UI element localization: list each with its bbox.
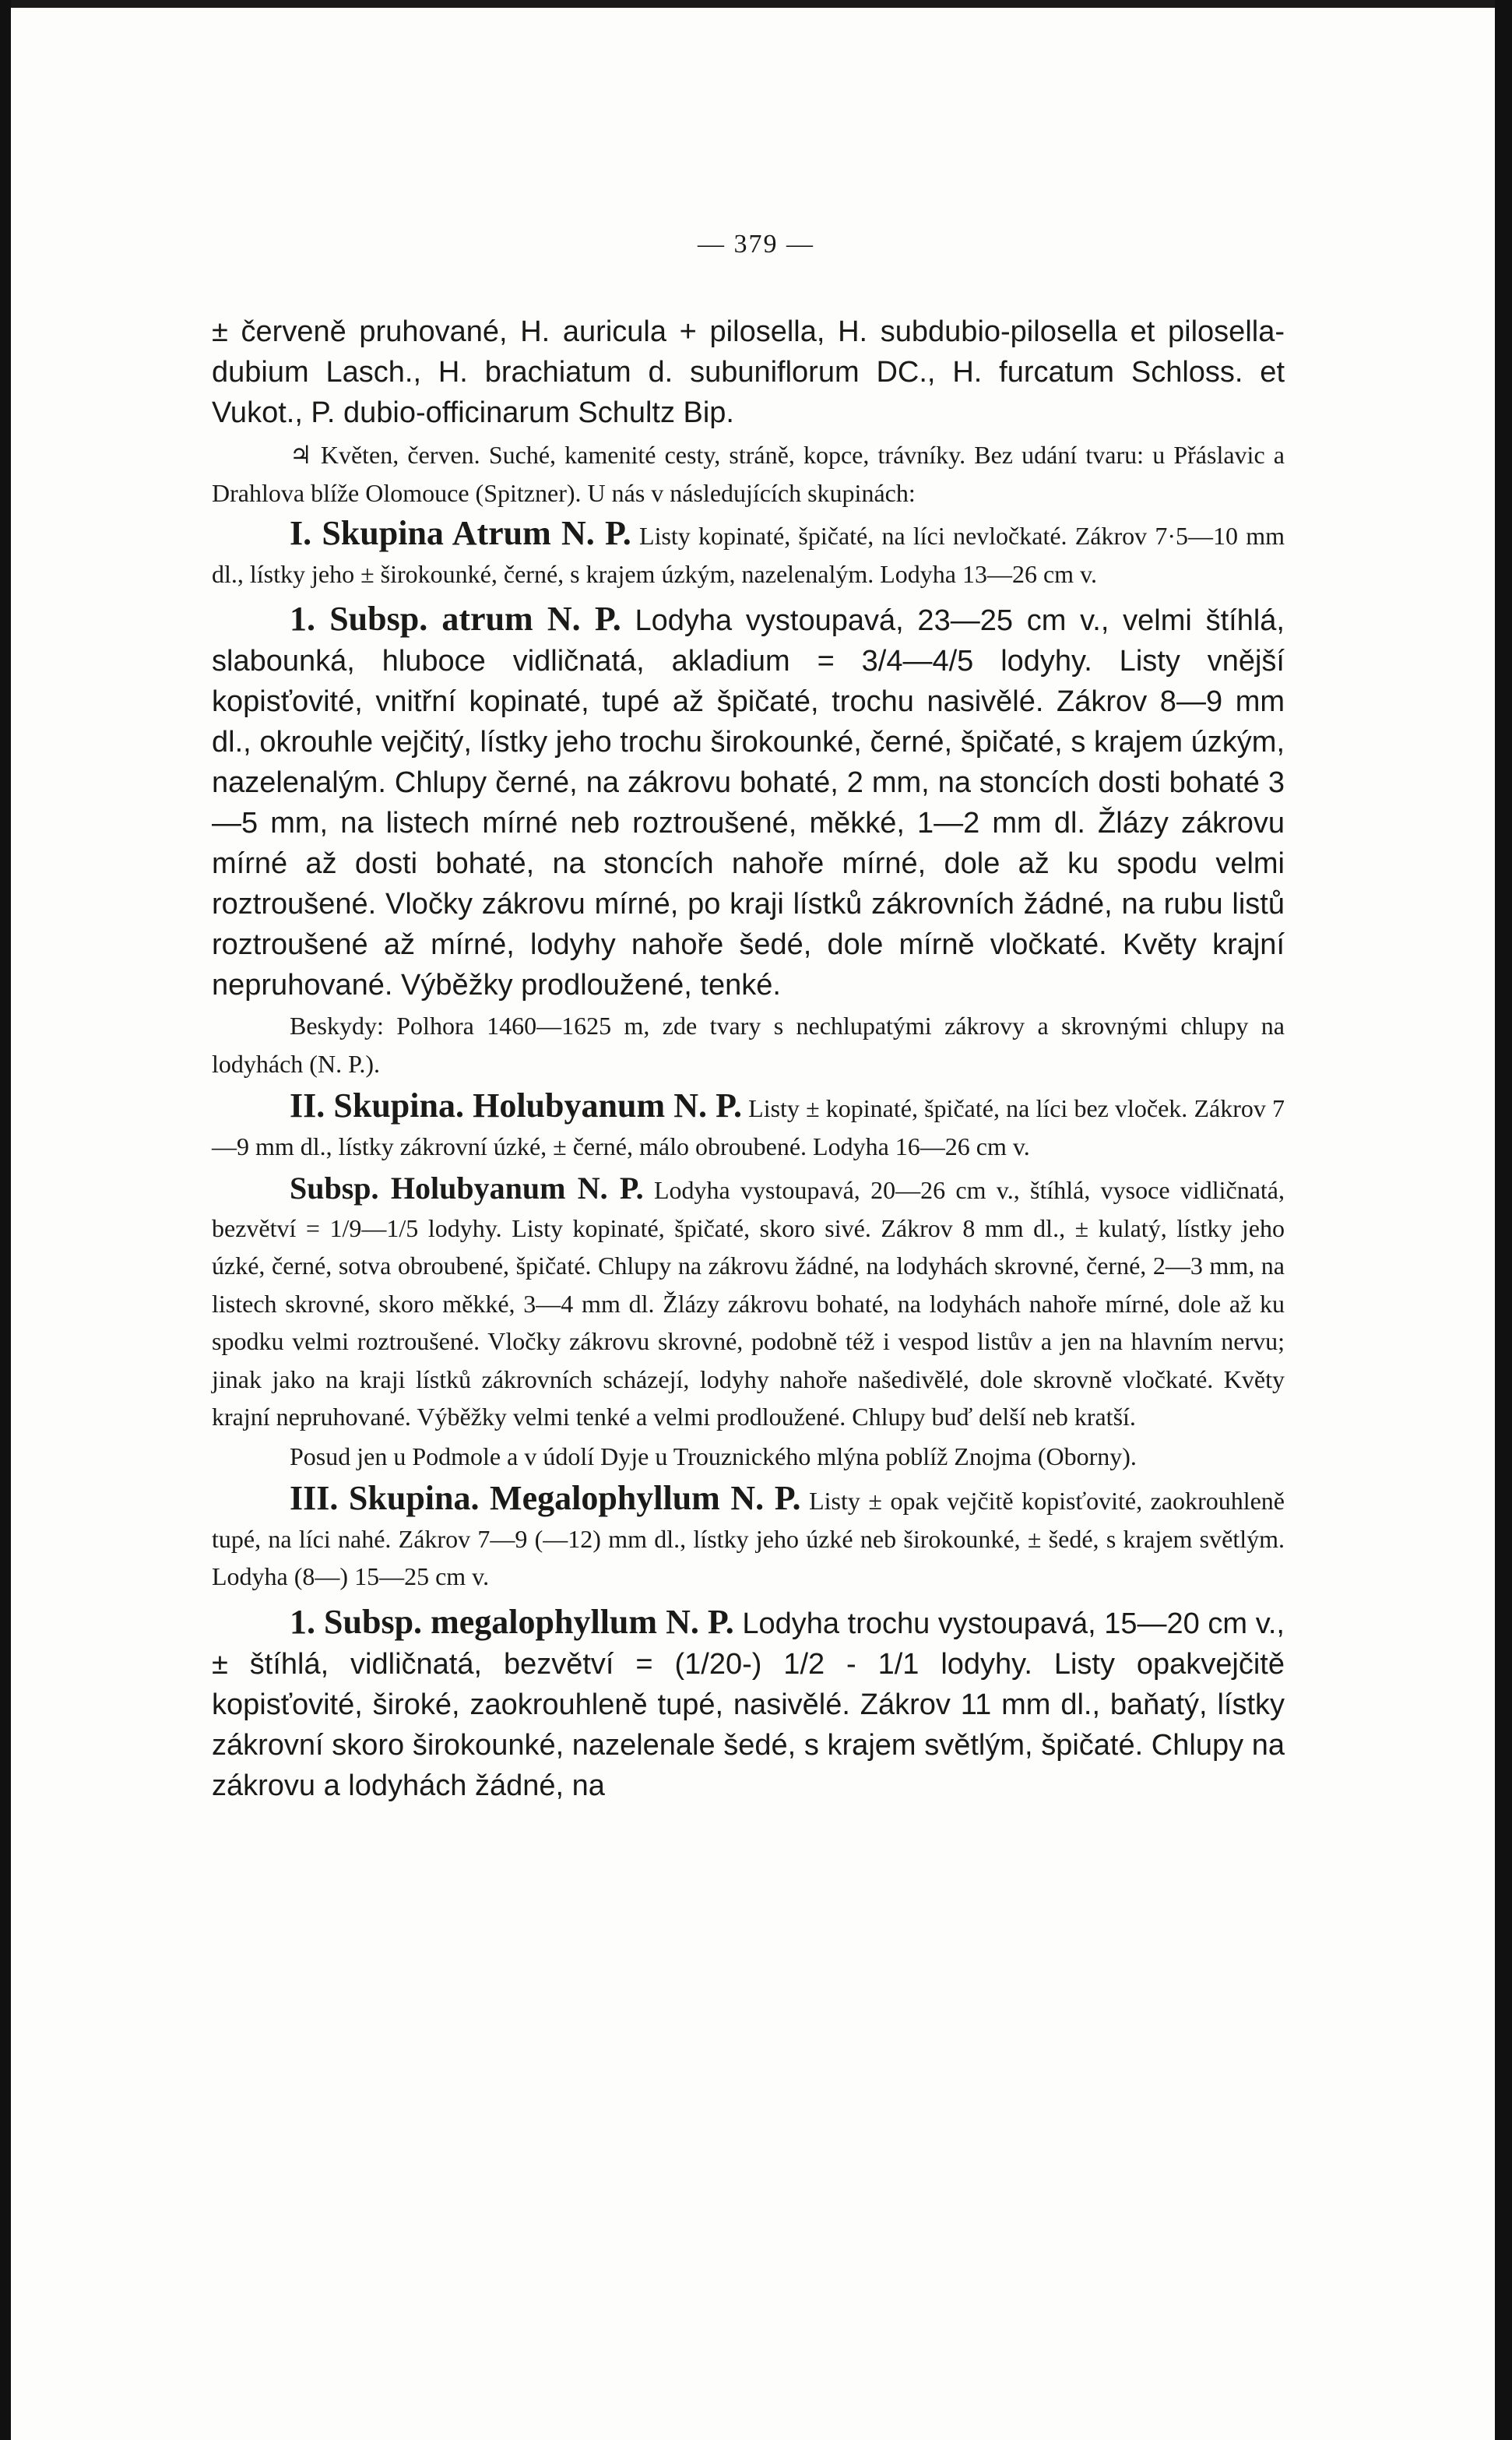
paragraph-group-holubyanum [212, 1087, 1285, 1165]
scan-edge-right [1495, 0, 1512, 2440]
text-group-atrum: Listy kopinaté, špičaté, na líci nevločkaté. Zákrov 7·5—10 mm dl., lístky jeho ± širokounké, černé, s krajem úzkým, nazelenalým. Lodyha 13—26 cm v. [212, 522, 1285, 588]
page-number: — 379 — [698, 230, 814, 259]
paragraph-locality-znojmo: Posud jen u Podmole a v údolí Dyje u Trouznického mlýna poblíž Znojma (Oborny). [290, 1442, 1137, 1470]
heading-group-atrum: I. Skupina Atrum N. P. [290, 514, 631, 552]
paragraph-subsp-atrum [212, 599, 1285, 1005]
heading-subsp-megalophyllum: 1. Subsp. megalophyllum N. P. [290, 1602, 734, 1641]
paragraph-locality-beskydy: Beskydy: Polhora 1460—1625 m, zde tvary s nechlupatými zákrovy a skrovnými chlupy na lodyhách (N. P.). [212, 1012, 1285, 1078]
page-body [212, 312, 1285, 1806]
paragraph-group-atrum [212, 515, 1285, 593]
heading-subsp-atrum: 1. Subsp. atrum N. P. [290, 600, 621, 638]
scan-edge-top [0, 0, 1512, 8]
heading-group-megalophyllum: III. Skupina. Megalophyllum N. P. [290, 1479, 801, 1517]
scan-edge-left [0, 0, 11, 2440]
heading-subsp-holubyanum: Subsp. Holubyanum N. P. [290, 1171, 644, 1206]
text-subsp-holubyanum: Lodyha vystoupavá, 20—26 cm v., štíhlá, vysoce vidličnatá, bezvětví = 1/9—1/5 lodyhy. Listy kopinaté, špičaté, skoro sivé. Zákrov 8 mm dl., ± kulatý, lístky jeho úzké, černé, sotva obroubené, špičaté. Chlupy na zákrovu žádné, na lodyhách skrovné, černé, 2—3 mm, na listech skrovné, skoro měkké, 3—4 mm dl. Žlázy zákrovu bohaté, na lodyhách nahoře mírné, dole až ku spodku velmi roztroušené. Vločky zákrovu skrovné, podobně též i vespod listův a jen na hlavním nervu; jinak jako na kraji lístků zákrovních scházejí, lodyhy nahoře našedivělé, dole skrovně vločkaté. Květy krajní nepruhované. Výběžky velmi tenké a velmi prodloužené. Chlupy buď delší neb kratší. [212, 1176, 1285, 1431]
text-subsp-megalophyllum: Lodyha trochu vystoupavá, 15—20 cm v., ± štíhlá, vidličnatá, bezvětví = (1/20-) 1/2 - 1/1 lodyhy. Listy opakvejčitě kopisťovité, široké, zaokrouhleně tupé, nasivělé. Zákrov 11 mm dl., baňatý, lístky zákrovní skoro širokounké, nazelenale šedé, s krajem světlým, špičaté. Chlupy na zákrovu a lodyhách žádné, na [212, 1607, 1285, 1802]
paragraph-group-megalophyllum [212, 1480, 1285, 1596]
paragraph-subsp-holubyanum [212, 1170, 1285, 1436]
text-subsp-atrum: Lodyha vystoupavá, 23—25 cm v., velmi štíhlá, slabounká, hluboce vidličnatá, akladium = 3/4—4/5 lodyhy. Listy vnější kopisťovité, vnitřní kopinaté, tupé až špičaté, trochu nasivělé. Zákrov 8—9 mm dl., okrouhle vejčitý, lístky jeho trochu širokounké, černé, špičaté, s krajem úzkým, nazelenalým. Chlupy černé, na zákrovu bohaté, 2 mm, na stoncích dosti bohaté 3—5 mm, na listech mírné neb roztroušené, měkké, 1—2 mm dl. Žlázy zákrovu mírné až dosti bohaté, na stoncích nahoře mírné, dole až ku spodu velmi roztroušené. Vločky zákrovu mírné, po kraji lístků zákrovních žádné, na rubu listů roztroušené až mírné, lodyhy nahoře šedé, dole mírně vločkaté. Květy krajní nepruhované. Výběžky prodloužené, tenké. [212, 604, 1285, 1002]
paragraph-synonyms: ± červeně pruhované, H. auricula + pilosella, H. subdubio-pilosella et pilosella-dubium Lasch., H. brachiatum d. subuniflorum DC., H. furcatum Schloss. et Vukot., P. dubio-officinarum Schultz Bip. [212, 315, 1285, 429]
paragraph-subsp-megalophyllum [212, 1602, 1285, 1806]
paragraph-flowering-habitat: ♃ Květen, červen. Suché, kamenité cesty, stráně, kopce, trávníky. Bez udání tvaru: u Přáslavic a Drahlova blíže Olomouce (Spitzner). U nás v následujících skupinách: [212, 441, 1285, 507]
text-group-megalophyllum: Listy ± opak vejčitě kopisťovité, zaokrouhleně tupé, na líci nahé. Zákrov 7—9 (—12) mm dl., lístky jeho úzké neb širokounké, ± šedé, s krajem světlým. Lodyha (8—) 15—25 cm v. [212, 1487, 1285, 1590]
text-group-holubyanum: Listy ± kopinaté, špičaté, na líci bez vloček. Zákrov 7—9 mm dl., lístky zákrovní úzké, ± černé, málo obroubené. Lodyha 16—26 cm v. [212, 1094, 1285, 1160]
heading-group-holubyanum: II. Skupina. Holubyanum N. P. [290, 1086, 742, 1125]
